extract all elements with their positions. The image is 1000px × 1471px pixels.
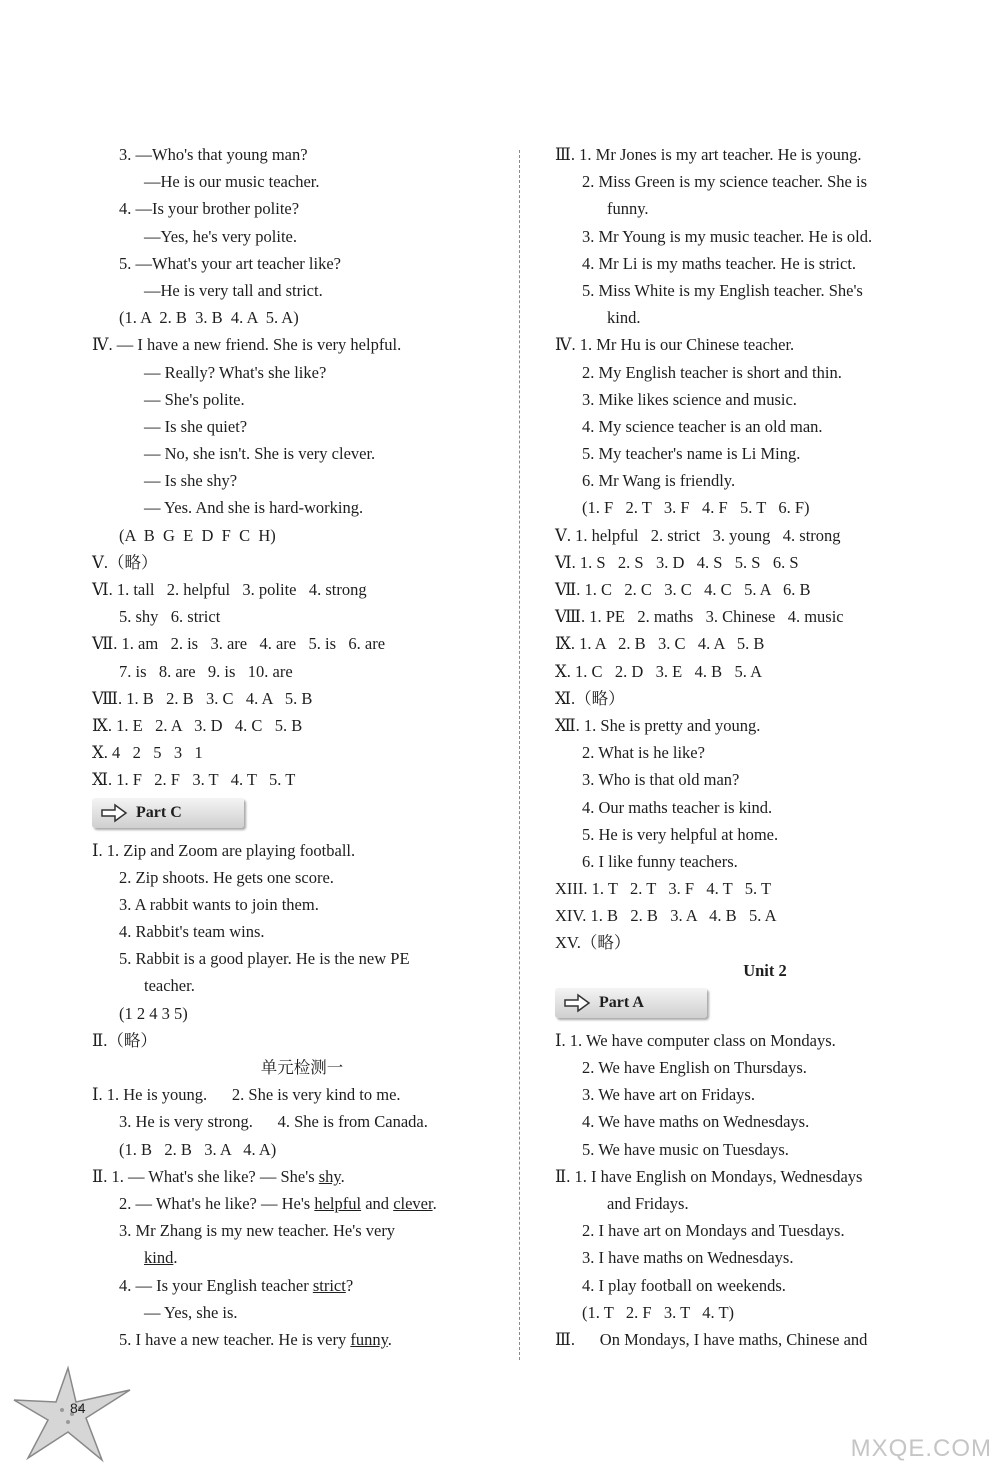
column-divider <box>519 150 520 1360</box>
answer-line: (1. A 2. B 3. B 4. A 5. A) <box>119 308 299 328</box>
answer-line: Ⅰ. 1. Zip and Zoom are playing football. <box>92 840 356 860</box>
answer-line: 5. —What's your art teacher like? <box>119 253 341 273</box>
underlined-answer: clever <box>393 1193 433 1213</box>
answer-line: 3. We have art on Fridays. <box>582 1085 755 1105</box>
answer-line: 3. A rabbit wants to join them. <box>119 894 319 914</box>
answer-line: — Is she quiet? <box>144 416 248 436</box>
answer-text: . <box>340 1166 345 1186</box>
answer-line: 2. I have art on Mondays and Tuesdays. <box>582 1221 845 1241</box>
answer-text: 4. — Is your English teacher <box>119 1275 313 1295</box>
answer-line: 3. He is very strong. 4. She is from Canada. <box>119 1112 428 1132</box>
answer-line: 4. Rabbit's team wins. <box>119 922 265 942</box>
answer-line: Ⅶ. 1. C 2. C 3. C 4. C 5. A 6. B <box>555 580 811 599</box>
answer-line: teacher. <box>144 976 195 996</box>
answer-line: 2. Zip shoots. He gets one score. <box>119 867 334 887</box>
answer-line: Ⅲ. 1. Mr Jones is my art teacher. He is young. <box>555 145 862 164</box>
answer-line: 4. Mr Li is my maths teacher. He is strict. <box>582 253 857 273</box>
answer-line <box>92 1272 512 1299</box>
left-answer-column <box>92 141 512 1353</box>
underlined-answer: kind <box>144 1248 174 1268</box>
answer-line: 3. Who is that old man? <box>582 770 740 790</box>
answer-line: Ⅱ.（略） <box>92 1030 157 1050</box>
answer-line: Ⅸ. 1. E 2. A 3. D 4. C 5. B <box>92 715 303 735</box>
answer-line: 5. Miss White is my English teacher. She's <box>582 280 863 300</box>
answer-line: (1 2 4 3 5) <box>119 1003 188 1023</box>
answer-line: 5. shy 6. strict <box>119 607 221 627</box>
answer-line: 6. Mr Wang is friendly. <box>582 471 736 491</box>
answer-text: and <box>361 1193 394 1213</box>
answer-line: Ⅹ. 4 2 5 3 1 <box>92 743 203 763</box>
answer-line: 5. Rabbit is a good player. He is the new PE <box>119 949 410 969</box>
answer-line: Ⅴ.（略） <box>92 552 158 572</box>
answer-line: Ⅰ. 1. He is young. 2. She is very kind to me. <box>92 1085 401 1105</box>
answer-line: 2. What is he like? <box>582 743 705 763</box>
section-heading: Unit 2 <box>743 960 787 980</box>
answer-line: Ⅰ. 1. We have computer class on Mondays. <box>555 1030 836 1050</box>
answer-line: XIII. 1. T 2. T 3. F 4. T 5. T <box>555 879 772 899</box>
answer-line: —Yes, he's very polite. <box>144 226 297 246</box>
answer-line: —He is very tall and strict. <box>144 280 323 300</box>
underlined-answer: helpful <box>314 1193 362 1213</box>
answer-line: XV.（略） <box>555 933 631 953</box>
answer-text: 5. I have a new teacher. He is very <box>119 1329 351 1349</box>
answer-line: 3. I have maths on Wednesdays. <box>582 1248 794 1268</box>
starfish-decoration <box>10 1360 135 1465</box>
answer-text: Ⅱ. 1. — What's she like? — She's <box>92 1166 319 1186</box>
arrow-right-icon <box>100 803 128 823</box>
answer-line: Ⅺ. 1. F 2. F 3. T 4. T 5. T <box>92 770 296 790</box>
arrow-right-icon <box>563 993 591 1013</box>
answer-line: 3. Mr Young is my music teacher. He is old. <box>582 226 873 246</box>
answer-line: 6. I like funny teachers. <box>582 851 738 871</box>
answer-line: Ⅺ.（略） <box>555 688 625 708</box>
answer-line: Ⅹ. 1. C 2. D 3. E 4. B 5. A <box>555 661 763 681</box>
answer-line: (1. F 2. T 3. F 4. F 5. T 6. F) <box>582 498 810 518</box>
answer-line: (1. T 2. F 3. T 4. T) <box>582 1302 735 1322</box>
answer-line <box>92 1163 512 1190</box>
answer-line: 4. I play football on weekends. <box>582 1275 786 1295</box>
answer-line: Ⅱ. 1. I have English on Mondays, Wednesdays <box>555 1166 863 1186</box>
answer-line <box>92 1244 512 1271</box>
answer-line: Ⅴ. 1. helpful 2. strict 3. young 4. strong <box>555 525 841 545</box>
answer-line: 7. is 8. are 9. is 10. are <box>119 661 293 681</box>
underlined-answer: shy <box>318 1166 341 1186</box>
answer-line: 5. My teacher's name is Li Ming. <box>582 444 801 464</box>
answer-line: Ⅳ. 1. Mr Hu is our Chinese teacher. <box>555 335 795 355</box>
answer-text: . <box>173 1248 178 1268</box>
answer-line: 3. Mr Zhang is my new teacher. He's very <box>119 1221 396 1241</box>
part-label: Part C <box>136 803 182 821</box>
answer-line: — She's polite. <box>144 389 245 409</box>
answer-line: funny. <box>607 199 649 219</box>
part-heading <box>555 984 975 1027</box>
answer-line: 2. Miss Green is my science teacher. She is <box>582 172 868 192</box>
answer-line: 4. Our maths teacher is kind. <box>582 797 773 817</box>
answer-line: — Yes, she is. <box>144 1302 238 1322</box>
answer-line: — Is she shy? <box>144 471 238 491</box>
answer-text: . <box>387 1329 392 1349</box>
answer-line: Ⅷ. 1. PE 2. maths 3. Chinese 4. music <box>555 607 844 627</box>
answer-line: 5. He is very helpful at home. <box>582 824 779 844</box>
answer-line: 2. My English teacher is short and thin. <box>582 362 842 382</box>
answer-text: 2. — What's he like? — He's <box>119 1193 315 1213</box>
answer-line: 4. —Is your brother polite? <box>119 199 300 219</box>
answer-line: Ⅳ. — I have a new friend. She is very helpful. <box>92 335 402 355</box>
answer-line: Ⅶ. 1. am 2. is 3. are 4. are 5. is 6. are <box>92 634 386 654</box>
part-banner <box>555 988 707 1018</box>
answer-line <box>92 1326 512 1353</box>
part-heading <box>92 794 512 837</box>
underlined-answer: strict <box>312 1275 346 1295</box>
answer-line: (A B G E D F C H) <box>119 525 276 545</box>
answer-line: —He is our music teacher. <box>144 172 320 192</box>
answer-line: Ⅸ. 1. A 2. B 3. C 4. A 5. B <box>555 634 765 654</box>
underlined-answer: funny <box>350 1329 388 1349</box>
answer-line: — Really? What's she like? <box>144 362 327 382</box>
answer-line: Ⅵ. 1. S 2. S 3. D 4. S 5. S 6. S <box>555 552 799 572</box>
answer-line: — No, she isn't. She is very clever. <box>144 444 376 464</box>
watermark <box>792 1383 992 1463</box>
answer-line: kind. <box>607 308 641 328</box>
answer-line: (1. B 2. B 3. A 4. A) <box>119 1139 277 1159</box>
right-answer-column <box>555 141 975 1353</box>
answer-line: Ⅻ. 1. She is pretty and young. <box>555 715 761 735</box>
answer-line: 3. Mike likes science and music. <box>582 389 797 409</box>
answer-line: 4. We have maths on Wednesdays. <box>582 1112 810 1132</box>
part-banner <box>92 798 244 828</box>
answer-line <box>92 1190 512 1217</box>
answer-line: 4. My science teacher is an old man. <box>582 416 823 436</box>
answer-line: and Fridays. <box>607 1193 689 1213</box>
answer-line: Ⅵ. 1. tall 2. helpful 3. polite 4. strong <box>92 580 367 599</box>
answer-line: XIV. 1. B 2. B 3. A 4. B 5. A <box>555 906 777 926</box>
answer-line: 2. We have English on Thursdays. <box>582 1058 807 1077</box>
answer-line: Ⅷ. 1. B 2. B 3. C 4. A 5. B <box>92 688 313 708</box>
part-label: Part A <box>599 993 644 1011</box>
answer-text: . <box>432 1193 437 1213</box>
answer-line: 5. We have music on Tuesdays. <box>582 1139 789 1159</box>
answer-line: — Yes. And she is hard-working. <box>144 498 364 518</box>
page-number: 84 <box>70 1400 86 1416</box>
answer-text: ? <box>345 1275 354 1295</box>
answer-line: Ⅲ. On Mondays, I have maths, Chinese and <box>555 1329 868 1349</box>
answer-line: 3. —Who's that young man? <box>119 145 308 164</box>
section-heading: 单元检测一 <box>260 1058 344 1077</box>
watermark-text: MXQE.COM <box>850 1435 992 1462</box>
